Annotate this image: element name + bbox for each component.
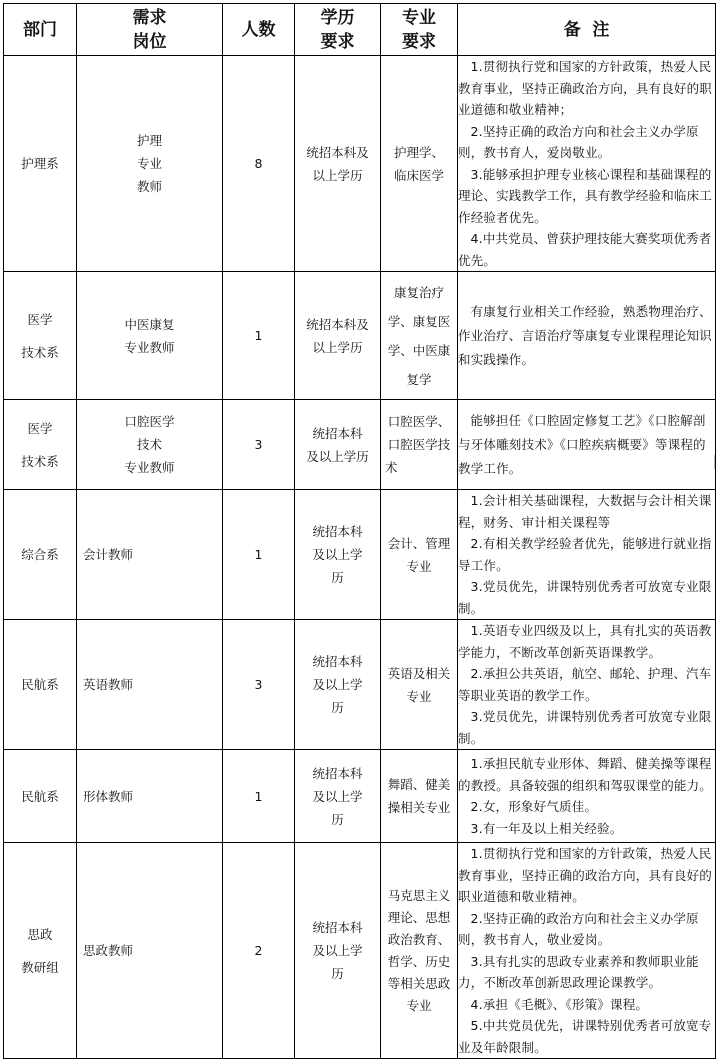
major-text: 学、中医康 (387, 342, 451, 358)
post-text: 教师 (136, 179, 162, 194)
post-cell (77, 620, 223, 750)
post-text: 技术 (136, 437, 162, 452)
major-text: 会计、管理 (387, 535, 451, 551)
note-item: 3.能够承担护理专业核心课程和基础课程的理论、实践教学工作，具有教学经验和临床工作经验者优先。 (458, 166, 713, 225)
major-text: 口腔医学、 (387, 414, 451, 429)
header-post-line: 需求 (132, 7, 167, 28)
dept-text: 综合系 (21, 547, 59, 562)
note-item: 1.会计相关基础课程，大数据与会计相关课程，财务、审计相关课程等 (458, 493, 712, 530)
dept-cell (4, 400, 77, 490)
edu-text: 以上学历 (312, 339, 363, 355)
header-count: 人数 (223, 4, 295, 56)
note-item: 5.中共党员优先，讲课特别优秀者可放宽专业及年龄限制。 (458, 1018, 712, 1055)
major-cell (381, 56, 458, 272)
count-cell: 3 (223, 620, 295, 750)
post-cell (77, 272, 223, 400)
header-major-line: 要求 (402, 31, 436, 52)
notes-cell (458, 272, 716, 400)
table-row (4, 490, 716, 620)
dept-text: 护理系 (21, 156, 59, 171)
post-text: 专业教师 (124, 460, 175, 475)
header-major-line: 专业 (402, 7, 436, 28)
major-text: 专业 (406, 688, 432, 704)
edu-cell (295, 400, 381, 490)
major-text: 专业 (406, 997, 432, 1013)
post-text: 专业教师 (124, 339, 175, 355)
edu-text: 统招本科 (312, 920, 363, 935)
major-text: 等相关思政 (387, 975, 451, 991)
notes-cell (458, 843, 716, 1059)
major-cell (381, 272, 458, 400)
header-notes: 备 注 (458, 4, 716, 56)
note-item: 2.坚持正确的政治方向和社会主义办学原则，教书育人，敬业爱岗。 (458, 910, 699, 947)
major-text: 专业 (406, 558, 432, 574)
note-item: 3.具有扎实的思政专业素养和教师职业能力，不断改革创新思政理论课教学。 (458, 953, 699, 990)
edu-text: 统招本科及 (306, 144, 369, 160)
post-text: 英语教师 (83, 677, 134, 692)
edu-text: 统招本科 (312, 524, 363, 539)
note-item: 2.承担公共英语，航空、邮轮、护理、汽车等职业英语的教学工作。 (458, 666, 712, 703)
header-edu (295, 4, 381, 56)
edu-text: 历 (331, 570, 344, 585)
note-item: 1.贯彻执行党和国家的方针政策，热爱人民教育事业，坚持正确政治方向，具有良好的职业道德和敬业精神； (458, 59, 713, 117)
post-text: 中医康复 (124, 316, 175, 332)
major-cell (381, 750, 458, 843)
post-cell (77, 843, 223, 1059)
note-item: 2.坚持正确的政治方向和社会主义办学原则，教书育人，爱岗敬业。 (458, 123, 699, 160)
post-text: 形体教师 (83, 788, 134, 804)
post-cell (77, 490, 223, 620)
major-text: 英语及相关 (387, 665, 451, 681)
header-row (4, 4, 716, 56)
major-cell (381, 620, 458, 750)
post-text: 专业 (136, 156, 162, 171)
notes-cell (458, 56, 716, 272)
header-edu-line: 学历 (320, 7, 355, 28)
table-row (4, 843, 716, 1059)
major-text: 理论、思想 (387, 909, 451, 925)
table-row (4, 56, 716, 272)
header-major (381, 4, 458, 56)
dept-cell (4, 272, 77, 400)
header-edu-line: 要求 (320, 31, 355, 52)
major-text: 哲学、历史 (387, 953, 451, 969)
header-post (77, 4, 223, 56)
note-item: 3.有一年及以上相关经验。 (470, 820, 623, 836)
count-cell: 1 (223, 750, 295, 843)
edu-text: 历 (331, 700, 344, 715)
edu-text: 统招本科及 (306, 316, 369, 332)
header-post-line: 岗位 (132, 31, 167, 52)
count-cell: 2 (223, 843, 295, 1059)
post-text: 护理 (136, 133, 162, 148)
edu-cell (295, 750, 381, 843)
post-text: 口腔医学 (124, 414, 175, 429)
table-row (4, 750, 716, 843)
table-row (4, 400, 716, 490)
header-dept: 部门 (4, 4, 77, 56)
notes-cell (458, 620, 716, 750)
dept-cell (4, 490, 77, 620)
dept-text: 思政 (27, 926, 53, 942)
major-cell (381, 400, 458, 490)
edu-text: 以上学历 (312, 167, 363, 183)
edu-text: 统招本科 (312, 765, 363, 781)
edu-text: 统招本科 (312, 654, 363, 669)
note-item: 有康复行业相关工作经验，熟悉物理治疗、作业治疗、言语治疗等康复专业课程理论知识和实践操作。 (458, 303, 713, 367)
major-text: 舞蹈、健美 (387, 777, 451, 792)
major-text: 马克思主义 (387, 887, 451, 903)
post-text: 思政教师 (83, 943, 134, 958)
note-item: 3.党员优先，讲课特别优秀者可放宽专业限制。 (458, 709, 712, 746)
edu-text: 历 (331, 966, 344, 981)
post-cell (77, 56, 223, 272)
major-cell (381, 490, 458, 620)
edu-cell (295, 620, 381, 750)
note-item: 1.贯彻执行党和国家的方针政策，热爱人民教育事业，坚持正确的政治方向，具有良好的职业道德和敬业精神。 (458, 846, 713, 904)
major-cell (381, 843, 458, 1059)
edu-text: 及以上学历 (306, 448, 369, 464)
dept-text: 教研组 (21, 959, 59, 975)
edu-cell (295, 56, 381, 272)
dept-text: 民航系 (21, 677, 59, 692)
post-text: 会计教师 (83, 547, 134, 562)
note-item: 4.中共党员、曾获护理技能大赛奖项优秀者优先。 (458, 231, 712, 268)
major-text: 临床医学 (393, 167, 444, 183)
notes-cell (458, 490, 716, 620)
edu-cell (295, 843, 381, 1059)
dept-text: 医学 (27, 420, 53, 436)
count-cell: 1 (223, 490, 295, 620)
notes-cell (458, 750, 716, 843)
dept-cell (4, 843, 77, 1059)
count-cell: 8 (223, 56, 295, 272)
edu-text: 统招本科 (312, 425, 363, 441)
major-text: 复学 (406, 371, 432, 387)
edu-cell (295, 272, 381, 400)
edu-text: 及以上学 (312, 547, 363, 562)
edu-cell (295, 490, 381, 620)
note-item: 1.承担民航专业形体、舞蹈、健美操等课程的教授。具备较强的组织和驾驭课堂的能力。 (458, 756, 713, 793)
count-cell: 3 (223, 400, 295, 490)
major-text: 护理学、 (393, 144, 444, 160)
note-item: 3.党员优先，讲课特别优秀者可放宽专业限制。 (458, 579, 712, 616)
edu-text: 及以上学 (312, 943, 363, 958)
dept-cell (4, 56, 77, 272)
note-item: 1.英语专业四级及以上，具有扎实的英语教学能力，不断改革创新英语课教学。 (458, 623, 712, 660)
major-text: 学、康复医 (387, 313, 451, 329)
major-text: 政治教育、 (387, 931, 451, 947)
dept-text: 技术系 (21, 453, 59, 469)
recruitment-table (3, 3, 716, 1059)
scroll-indicator[interactable] (714, 455, 718, 469)
edu-text: 及以上学 (312, 677, 363, 692)
major-text: 术 (385, 460, 398, 475)
dept-cell (4, 750, 77, 843)
table-row (4, 272, 716, 400)
dept-cell (4, 620, 77, 750)
table-row (4, 620, 716, 750)
post-cell (77, 750, 223, 843)
major-text: 口腔医学技 (387, 437, 451, 452)
note-item: 4.承担《毛概》、《形策》课程。 (470, 996, 649, 1012)
edu-text: 及以上学 (312, 788, 363, 804)
major-text: 康复治疗 (393, 284, 444, 300)
post-cell (77, 400, 223, 490)
note-item: 2.有相关教学经验者优先，能够进行就业指导工作。 (458, 536, 712, 573)
note-item: 2.女，形象好气质佳。 (470, 799, 598, 814)
note-item: 能够担任《口腔固定修复工艺》《口腔解剖与牙体雕刻技术》《口腔疾病概要》等课程的教学工作。 (458, 412, 706, 476)
major-text: 操相关专业 (387, 800, 451, 815)
dept-text: 医学 (27, 311, 53, 327)
edu-text: 历 (331, 811, 344, 827)
count-cell: 1 (223, 272, 295, 400)
notes-cell (458, 400, 716, 490)
dept-text: 民航系 (21, 788, 59, 804)
dept-text: 技术系 (21, 344, 59, 360)
